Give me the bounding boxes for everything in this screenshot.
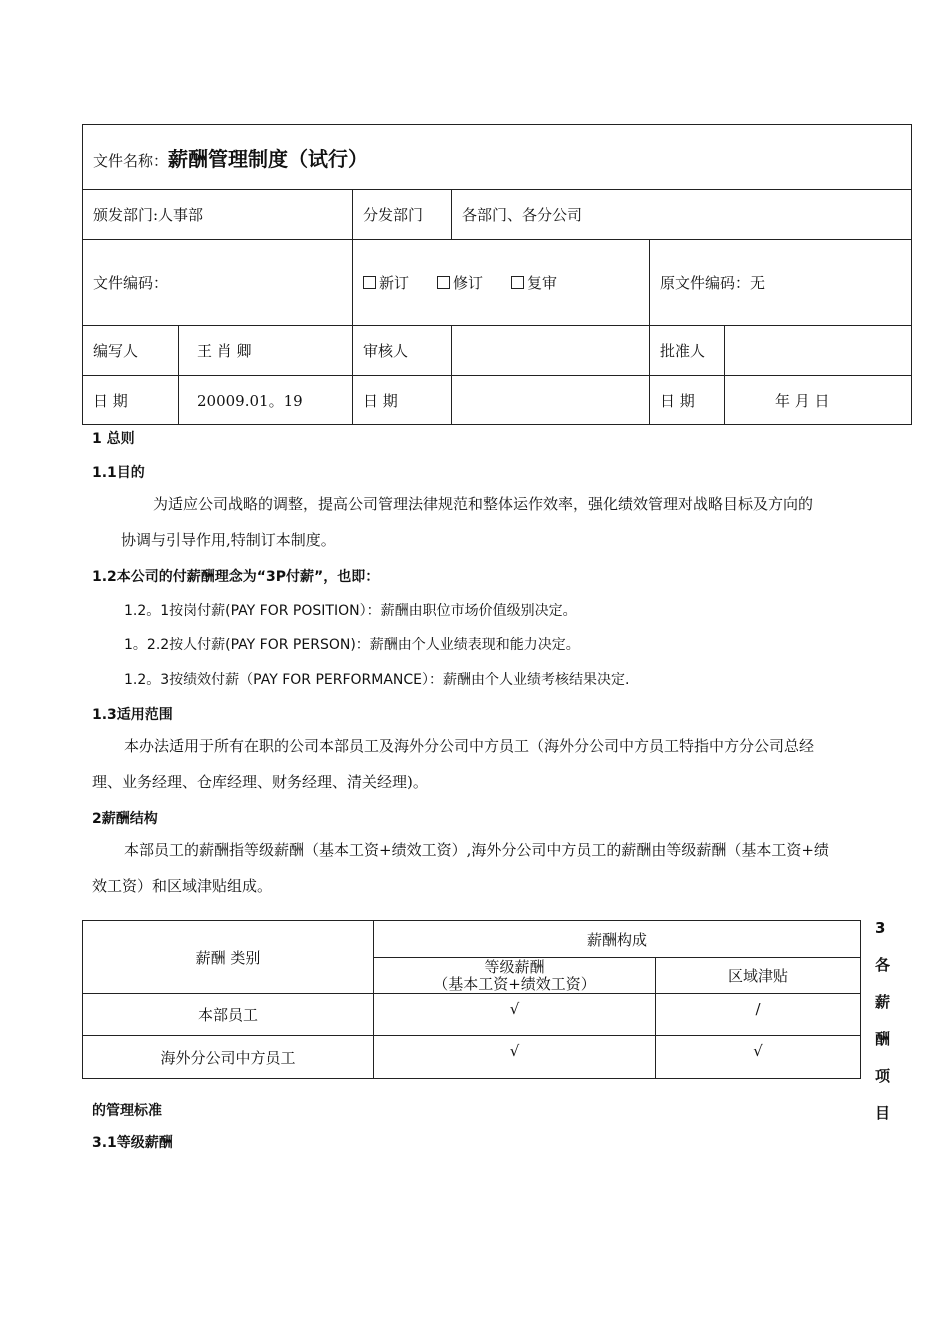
row-grade: √ <box>374 1036 656 1079</box>
approver-label: 批准人 <box>650 326 725 376</box>
option-new[interactable]: 新订 <box>363 272 409 293</box>
section-1-1-heading: 1.1目的 <box>92 465 145 481</box>
distribute-label: 分发部门 <box>353 190 452 240</box>
distribute-value: 各部门、各分公司 <box>452 190 912 240</box>
title-cell <box>83 125 912 190</box>
table-row <box>83 1036 861 1079</box>
section-2-text-a: 本部员工的薪酬指等级薪酬（基本工资+绩效工资）,海外分公司中方员工的薪酬由等级薪酬（基本工资+绩 <box>124 841 829 859</box>
section-1-3-heading: 1.3适用范围 <box>92 707 173 723</box>
date-label-2: 日 期 <box>353 376 452 425</box>
section-1-3-text-b: 理、业务经理、仓库经理、财务经理、清关经理)。 <box>92 773 428 791</box>
option-revise[interactable]: 修订 <box>437 272 483 293</box>
section-3-heading-cont: 的管理标准 <box>92 1103 162 1119</box>
col-header-composition: 薪酬构成 <box>374 921 861 958</box>
section-1-3-text-a: 本办法适用于所有在职的公司本部员工及海外分公司中方员工（海外分公司中方员工特指中方分公司总经 <box>124 737 815 755</box>
section-1-1-text-a: 为适应公司战略的调整，提高公司管理法律规范和整体运作效率，强化绩效管理对战略目标及方向的 <box>153 495 814 513</box>
date-value-2 <box>452 376 650 425</box>
item-1-2-2: 1。2.2按人付薪(PAY FOR PERSON)：薪酬由个人业绩表现和能力决定。 <box>124 637 580 653</box>
col-header-region: 区域津贴 <box>656 958 861 994</box>
approver-value <box>725 326 912 376</box>
section-1-heading: 1 总则 <box>92 431 135 447</box>
section-2-heading: 2薪酬结构 <box>92 811 158 827</box>
col-header-grade: 等级薪酬 （基本工资+绩效工资） <box>374 958 656 994</box>
row-region: / <box>656 994 861 1036</box>
reviewer-label: 审核人 <box>353 326 452 376</box>
item-1-2-3: 1.2。3按绩效付薪（PAY FOR PERFORMANCE）：薪酬由个人业绩考核结果决定. <box>124 672 630 688</box>
document-header-table <box>82 124 912 425</box>
row-grade: √ <box>374 994 656 1036</box>
section-1-2-heading: 1.2本公司的付薪酬理念为“3P付薪”，也即： <box>92 569 380 585</box>
document-title: 薪酬管理制度（试行） <box>168 146 369 171</box>
checkbox-icon[interactable] <box>437 276 450 289</box>
date-label-3: 日 期 <box>650 376 725 425</box>
title-label: 文件名称： <box>93 151 169 170</box>
section-2-text-b: 效工资）和区域津贴组成。 <box>92 877 273 895</box>
issue-dept: 颁发部门:人事部 <box>83 190 353 240</box>
original-code: 原文件编码：无 <box>650 240 912 326</box>
code-label: 文件编码： <box>83 240 353 326</box>
row-region: √ <box>656 1036 861 1079</box>
checkbox-icon[interactable] <box>511 276 524 289</box>
checkbox-icon[interactable] <box>363 276 376 289</box>
writer-value: 王 肖 卿 <box>179 326 353 376</box>
writer-label: 编写人 <box>83 326 179 376</box>
date-label-1: 日 期 <box>83 376 179 425</box>
status-options <box>353 240 650 326</box>
section-1-1-text-b: 协调与引导作用,特制订本制度。 <box>121 531 336 549</box>
col-header-type: 薪酬 类别 <box>83 921 374 994</box>
date-blank: 年 月 日 <box>725 376 912 425</box>
date-value: 20009.01。19 <box>179 376 353 425</box>
row-name: 海外分公司中方员工 <box>83 1036 374 1079</box>
salary-structure-table <box>82 920 861 1079</box>
table-row <box>83 994 861 1036</box>
option-review[interactable]: 复审 <box>511 272 557 293</box>
section-3-1-heading: 3.1等级薪酬 <box>92 1135 173 1151</box>
section-3-heading-vertical: 3各薪酬项目 <box>875 919 891 1122</box>
item-1-2-1: 1.2。1按岗付薪(PAY FOR POSITION）：薪酬由职位市场价值级别决定。 <box>124 603 577 619</box>
row-name: 本部员工 <box>83 994 374 1036</box>
reviewer-value <box>452 326 650 376</box>
